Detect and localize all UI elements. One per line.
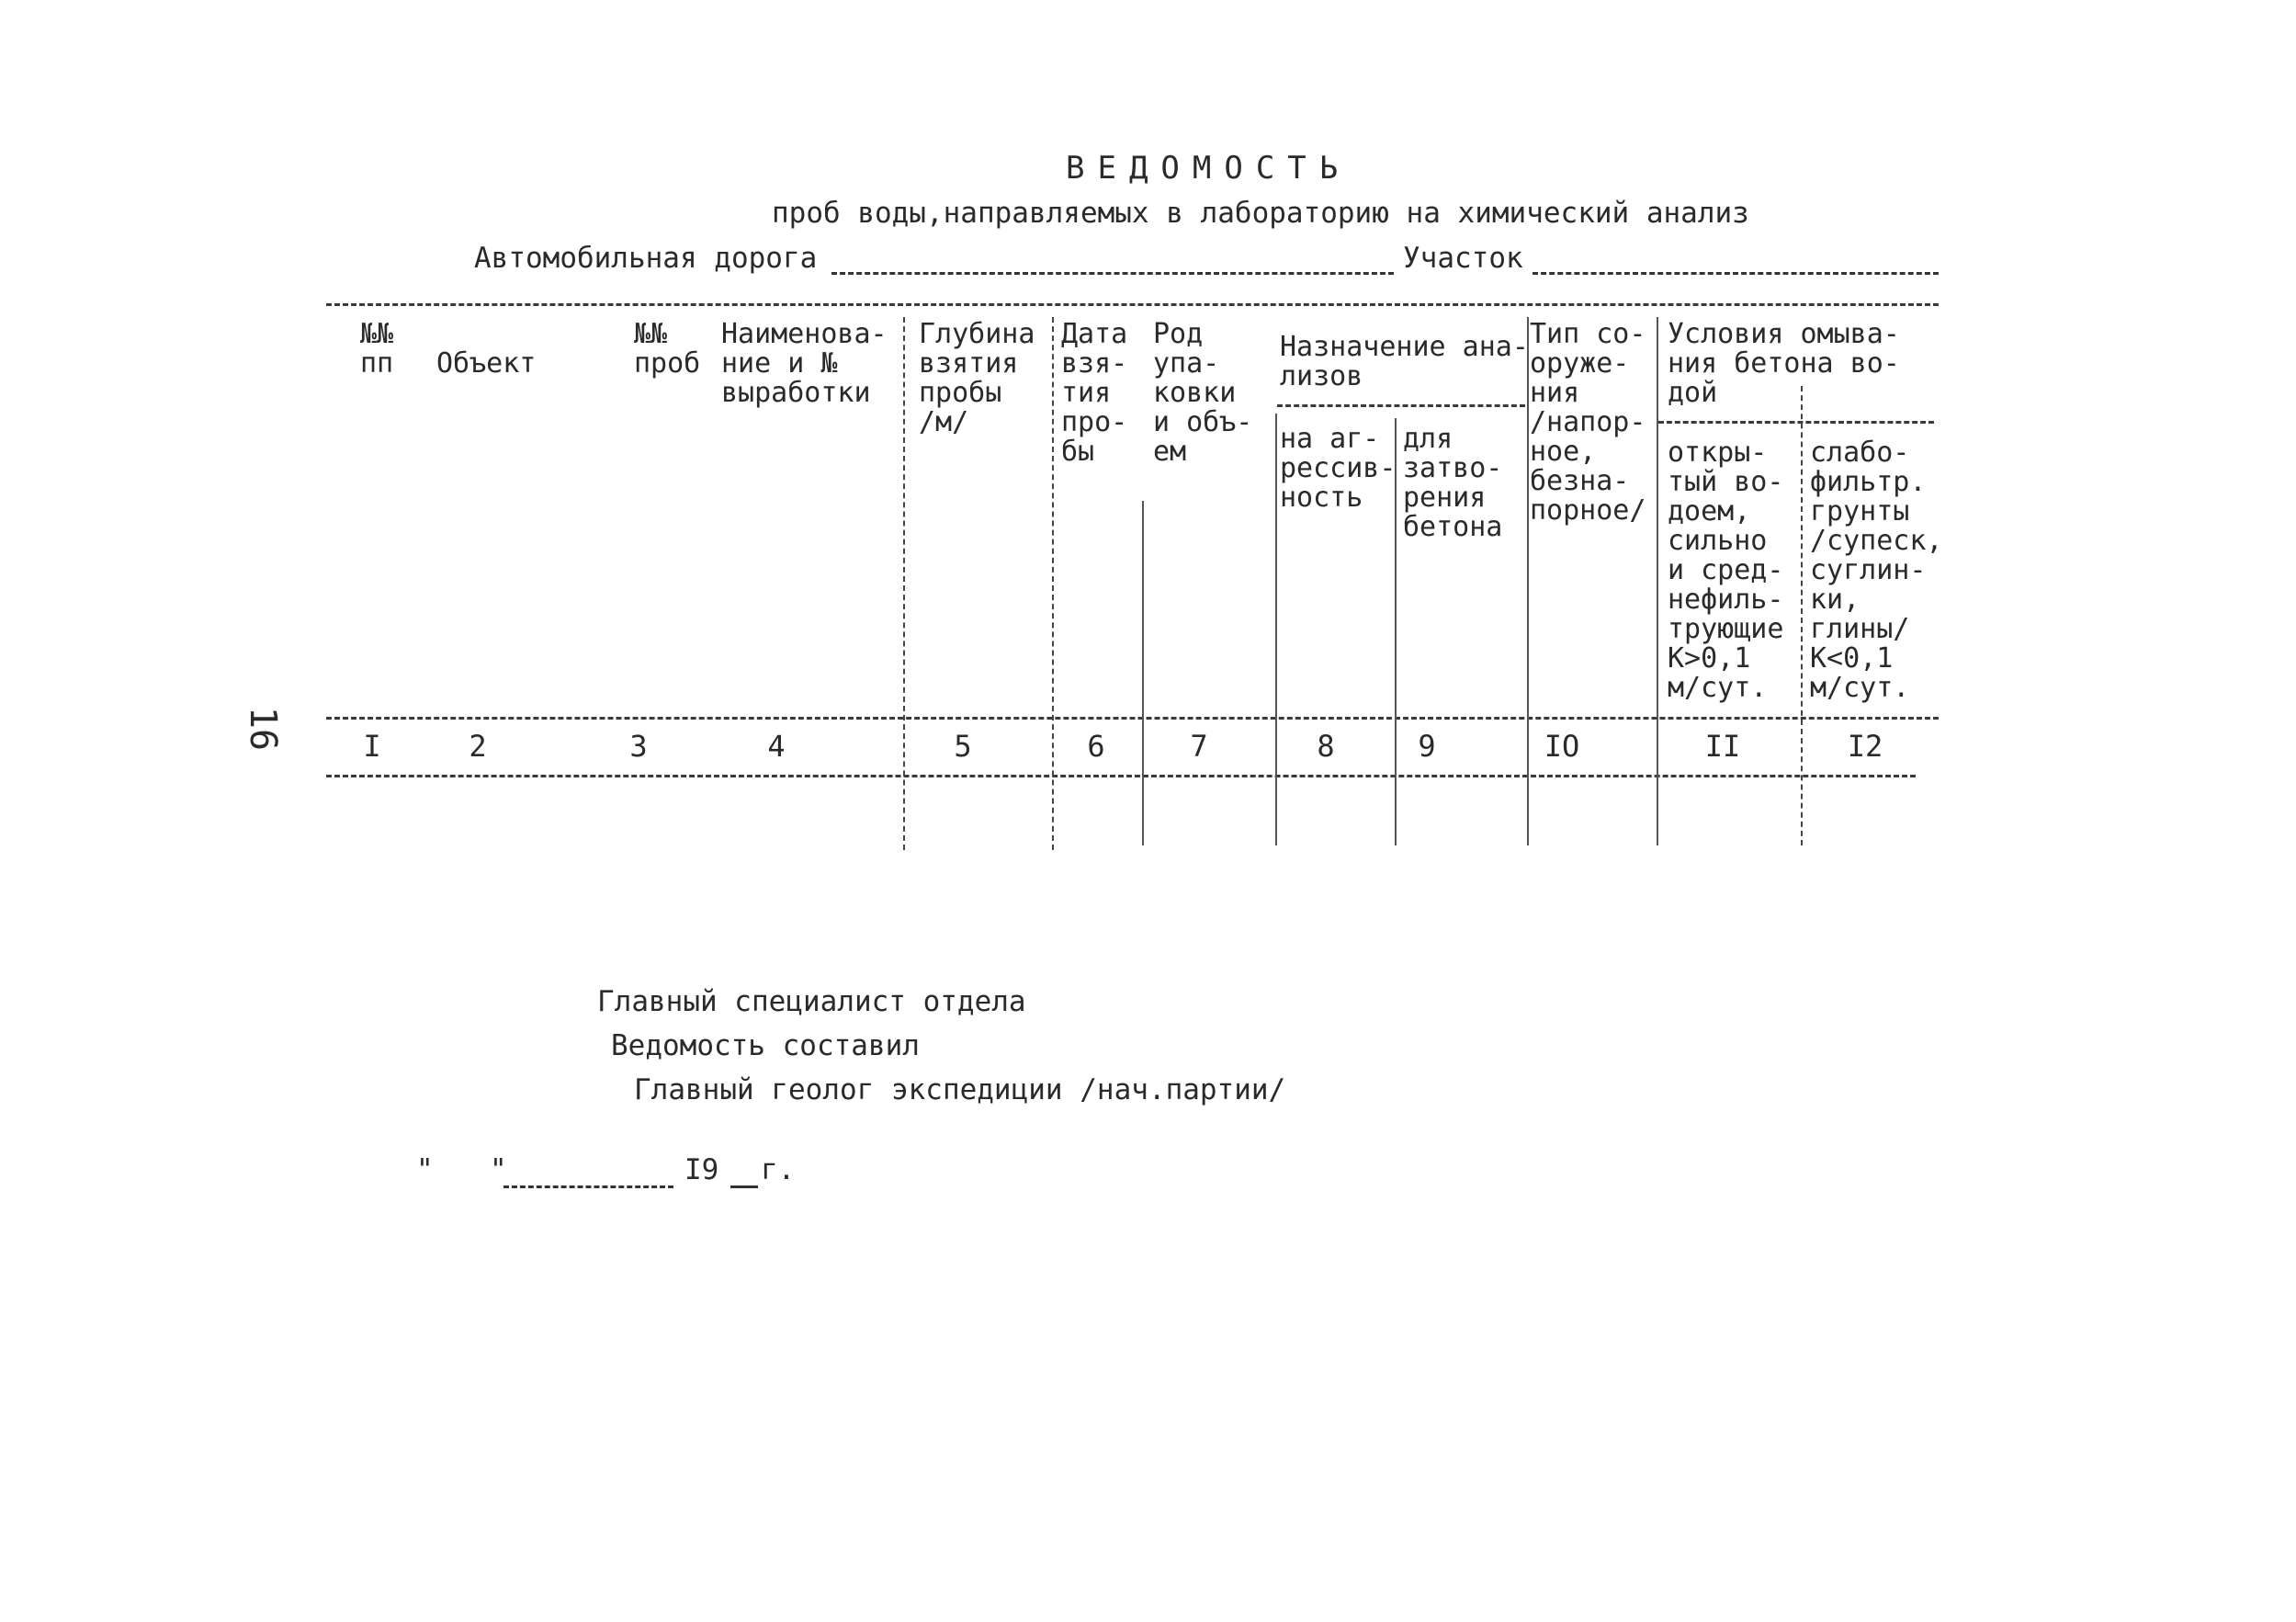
col-sep-12	[1801, 386, 1803, 845]
header-open-water: откры- тый во- доем, сильно и сред- нефиль- трующие К>0,1 м/сут.	[1668, 437, 1784, 704]
header-aggressiveness: на аг- рессив- ность	[1280, 423, 1397, 514]
section-label: Участок	[1403, 242, 1523, 275]
column-number: 6	[1087, 729, 1105, 764]
col-sep-8	[1275, 414, 1277, 845]
date-quote-close: "	[490, 1153, 507, 1186]
header-structure-type: Тип со- оруже- ния /напор- ное, безна- порное/	[1530, 318, 1646, 527]
road-label: Автомобильная дорога	[474, 242, 818, 275]
header-depth: Глубина взятия пробы /м/	[919, 318, 1035, 438]
date-blank-line	[503, 1185, 673, 1188]
col-sep-5	[903, 317, 905, 850]
header-analysis-purpose: Назначение ана- лизов	[1280, 331, 1529, 392]
column-number: II	[1704, 729, 1741, 764]
signature-compiled-by: Ведомость составил	[611, 1029, 920, 1062]
signature-chief-specialist: Главный специалист отдела	[597, 985, 1026, 1018]
column-number: 9	[1418, 729, 1436, 764]
header-working-name: Наименова- ние и № выработки	[721, 318, 888, 409]
header-weak-filtering: слабо- фильтр. грунты /супеск, суглин- ки, глины/ К<0,1 м/сут.	[1810, 437, 1943, 704]
road-blank-line	[831, 272, 1394, 275]
date-suffix: г.	[761, 1153, 796, 1186]
page-number: 16	[242, 706, 285, 752]
col-sep-10	[1527, 317, 1529, 845]
header-concrete-mixing: для затво- рения бетона	[1403, 423, 1503, 543]
document-subtitle: проб воды,направляемых в лабораторию на химический анализ	[772, 197, 1749, 230]
column-number: 2	[469, 729, 487, 764]
column-number: 7	[1190, 729, 1208, 764]
col-sep-7	[1142, 501, 1144, 845]
col-sep-11	[1657, 317, 1658, 845]
date-year: I9	[684, 1153, 719, 1186]
column-number: I2	[1847, 729, 1883, 764]
header-sample-number: №№ проб	[634, 318, 701, 380]
column-number: I	[363, 729, 381, 764]
date-quote-open: "	[416, 1153, 434, 1186]
header-bottom-rule	[326, 717, 1939, 720]
header-packaging: Род упа- ковки и объ- ем	[1153, 318, 1253, 468]
header-date: Дата взя- тия про- бы	[1061, 318, 1128, 468]
column-number: 8	[1317, 729, 1335, 764]
date-year-blank	[730, 1185, 758, 1188]
numbers-bottom-rule	[326, 775, 1916, 777]
table-top-rule	[326, 303, 1939, 306]
header-washing-conditions: Условия омыва- ния бетона во- дой	[1668, 318, 1900, 409]
column-number: IO	[1544, 729, 1580, 764]
conditions-sub-rule	[1658, 421, 1934, 424]
header-object: Объект	[436, 347, 537, 380]
section-blank-line	[1533, 272, 1939, 275]
column-number: 3	[629, 729, 648, 764]
col-sep-6	[1052, 317, 1054, 850]
header-row-number: №№ пп	[360, 318, 394, 380]
signature-chief-geologist: Главный геолог экспедиции /нач.партии/	[634, 1073, 1286, 1106]
purpose-sub-rule	[1277, 404, 1525, 407]
column-number: 5	[954, 729, 972, 764]
document-title: ВЕДОМОСТЬ	[1066, 150, 1352, 187]
column-number: 4	[767, 729, 786, 764]
